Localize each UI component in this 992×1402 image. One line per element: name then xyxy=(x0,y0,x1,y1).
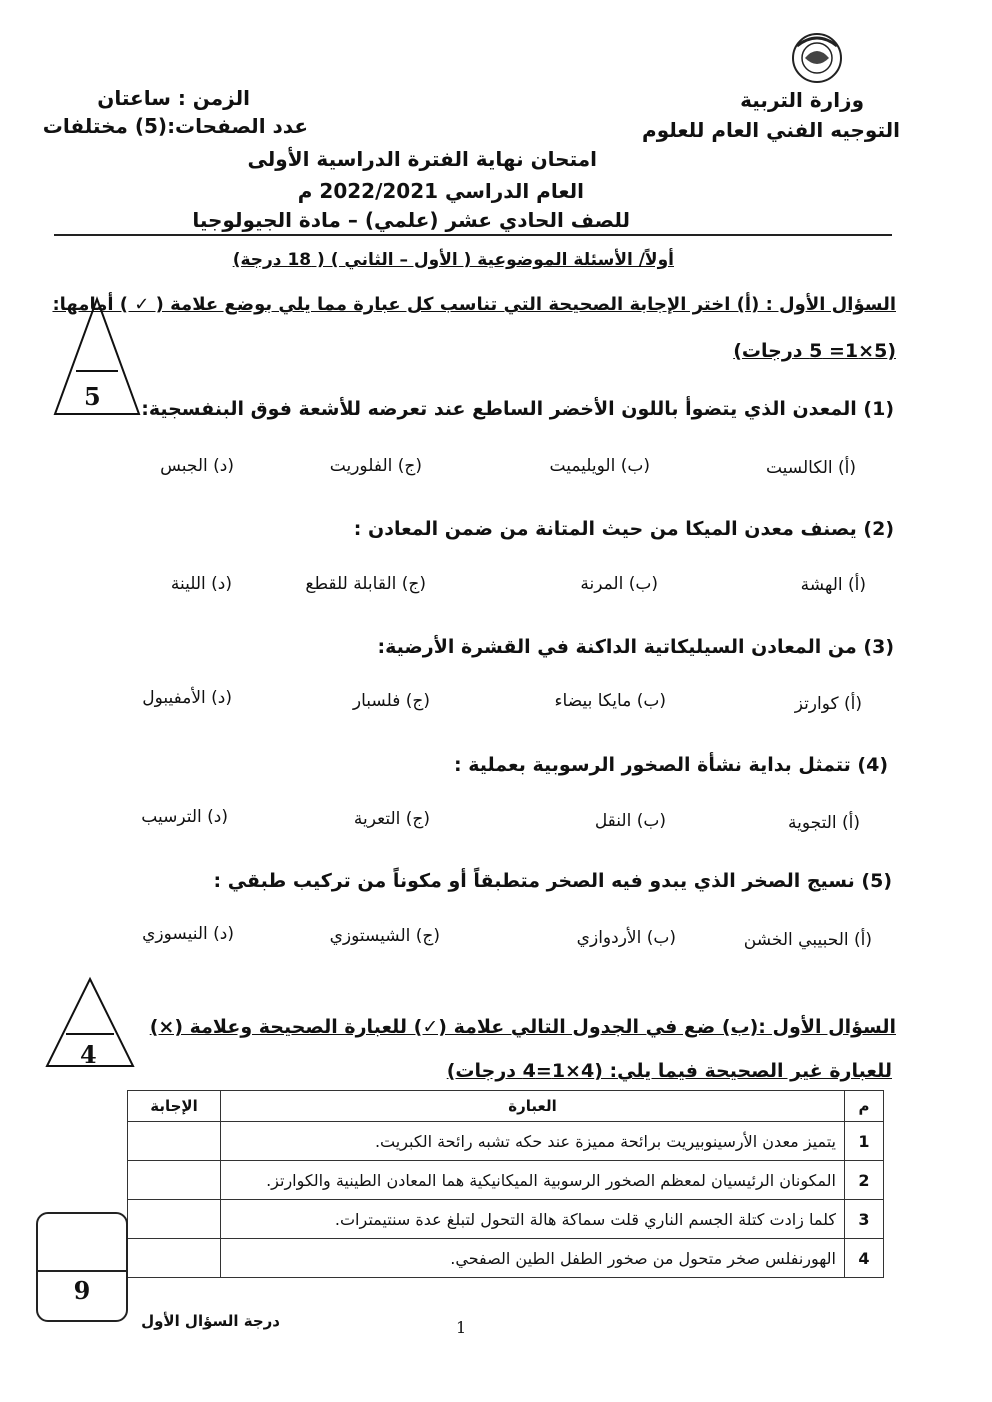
q1b-score: 4 xyxy=(80,1040,97,1069)
q1-item-5-option-d[interactable]: (د) النيسوزي xyxy=(142,924,234,944)
academic-year: العام الدراسي 2022/2021 م xyxy=(297,179,584,203)
row-statement: المكونان الرئيسيان لمعظم الصخور الرسوبية الميكانيكية هما المعادن الطينية والكوارتز. xyxy=(221,1161,845,1200)
q1-item-5-stem: (5) نسيج الصخر الذي يبدو فيه الصخر متطبقاً أو مكوناً من تركيب طبقي : xyxy=(213,870,892,892)
row-number: 1 xyxy=(845,1122,884,1161)
row-number: 4 xyxy=(845,1239,884,1278)
row-number: 3 xyxy=(845,1200,884,1239)
q1-item-1-stem: (1) المعدن الذي يتضوأ باللون الأخضر الساطع عند تعرضه للأشعة فوق البنفسجية: xyxy=(141,398,894,420)
q1-item-5-option-b[interactable]: (ب) الأردوازي xyxy=(576,928,676,948)
q1-item-5-option-a[interactable]: (أ) الحبيبي الخشن xyxy=(743,930,872,950)
q1-item-4-option-c[interactable]: (ج) التعرية xyxy=(353,809,430,829)
department-name: التوجيه الفني العام للعلوم xyxy=(642,118,900,142)
col-number-header: م xyxy=(845,1091,884,1122)
exam-time: الزمن : ساعتان xyxy=(97,86,250,110)
col-statement-header: العبارة xyxy=(221,1091,845,1122)
ministry-name: وزارة التربية xyxy=(740,88,864,112)
total-score-box xyxy=(36,1212,128,1322)
q1b-title: السؤال الأول :(ب) ضع في الجدول التالي علامة (✓) للعبارة الصحيحة وعلامة (×) xyxy=(149,1016,896,1038)
answer-cell[interactable] xyxy=(128,1122,221,1161)
row-statement: الهورنفلس صخر متحول من صخور الطفل الطين الصفحي. xyxy=(221,1239,845,1278)
row-statement: كلما زادت كتلة الجسم الناري قلت سماكة هالة التحول لتبلغ عدة سنتيمترات. xyxy=(221,1200,845,1239)
q1-item-1-option-d[interactable]: (د) الجبس xyxy=(160,456,234,476)
row-number: 2 xyxy=(845,1161,884,1200)
page-count: عدد الصفحات:(5) مختلفات xyxy=(42,114,308,138)
section-title: أولاً/ الأسئلة الموضوعية ( الأول – الثاني ) ( 18 درجة) xyxy=(232,250,674,270)
q1-item-4-option-d[interactable]: (د) الترسيب xyxy=(141,807,228,827)
q1-item-3-option-b[interactable]: (ب) مايكا بيضاء xyxy=(554,691,666,711)
q1-item-1-option-c[interactable]: (ج) الفلوريت xyxy=(329,456,422,476)
q1-item-2-stem: (2) يصنف معدن الميكا من حيث المتانة من ضمن المعادن : xyxy=(353,518,894,540)
page-number: 1 xyxy=(456,1318,467,1337)
answer-cell[interactable] xyxy=(128,1239,221,1278)
table-row xyxy=(128,1122,884,1161)
q1-item-5-option-c[interactable]: (ج) الشيستوزي xyxy=(329,926,440,946)
table-row xyxy=(128,1161,884,1200)
total-score-label: درجة السؤال الأول xyxy=(141,1312,280,1330)
grade-subject: للصف الحادي عشر (علمي) – مادة الجيولوجيا xyxy=(192,208,630,232)
q1-item-1-option-b[interactable]: (ب) الويليميت xyxy=(549,456,650,476)
q1-item-2-option-c[interactable]: (ج) القابلة للقطع xyxy=(305,574,426,594)
q1-item-2-option-d[interactable]: (د) اللينة xyxy=(170,574,232,594)
q1-item-3-option-c[interactable]: (ج) فلسبار xyxy=(352,691,430,711)
col-answer-header: الإجابة xyxy=(128,1091,221,1122)
q1-item-4-stem: (4) تتمثل بداية نشأة الصخور الرسوبية بعملية : xyxy=(454,754,888,776)
q1-item-4-option-b[interactable]: (ب) النقل xyxy=(594,811,666,831)
true-false-table xyxy=(127,1090,884,1278)
q1-item-4-option-a[interactable]: (أ) التجوية xyxy=(787,813,860,833)
q1-item-1-option-a[interactable]: (أ) الكالسيت xyxy=(765,458,856,478)
header-divider xyxy=(54,234,892,236)
row-statement: يتميز معدن الأرسينوبيريت برائحة مميزة عند حكه تشبه رائحة الكبريت. xyxy=(221,1122,845,1161)
q1a-title: السؤال الأول : (أ) اختر الإجابة الصحيحة التي تناسب كل عبارة مما يلي بوضع علامة ( ✓ ) أمامها: xyxy=(52,294,896,315)
table-row xyxy=(128,1239,884,1278)
total-score: 9 xyxy=(73,1276,91,1305)
ministry-emblem xyxy=(787,30,847,88)
answer-cell[interactable] xyxy=(128,1200,221,1239)
q1-item-2-option-a[interactable]: (أ) الهشة xyxy=(800,575,866,595)
answer-cell[interactable] xyxy=(128,1161,221,1200)
q1a-score: 5 xyxy=(84,382,101,411)
q1-item-3-option-a[interactable]: (أ) كوارتز xyxy=(794,694,862,714)
table-row xyxy=(128,1200,884,1239)
table-header-row xyxy=(128,1091,884,1122)
q1b-subtitle: للعبارة غير الصحيحة فيما يلي: (4×1=4 درجات) xyxy=(446,1060,892,1082)
q1-item-3-option-d[interactable]: (د) الأمفيبول xyxy=(142,688,232,708)
q1-item-3-stem: (3) من المعادن السيليكاتية الداكنة في القشرة الأرضية: xyxy=(377,636,894,658)
q1-item-2-option-b[interactable]: (ب) المرنة xyxy=(580,574,658,594)
q1a-marks: (5×1= 5 درجات) xyxy=(733,340,896,362)
exam-title: امتحان نهاية الفترة الدراسية الأولى xyxy=(247,147,597,171)
